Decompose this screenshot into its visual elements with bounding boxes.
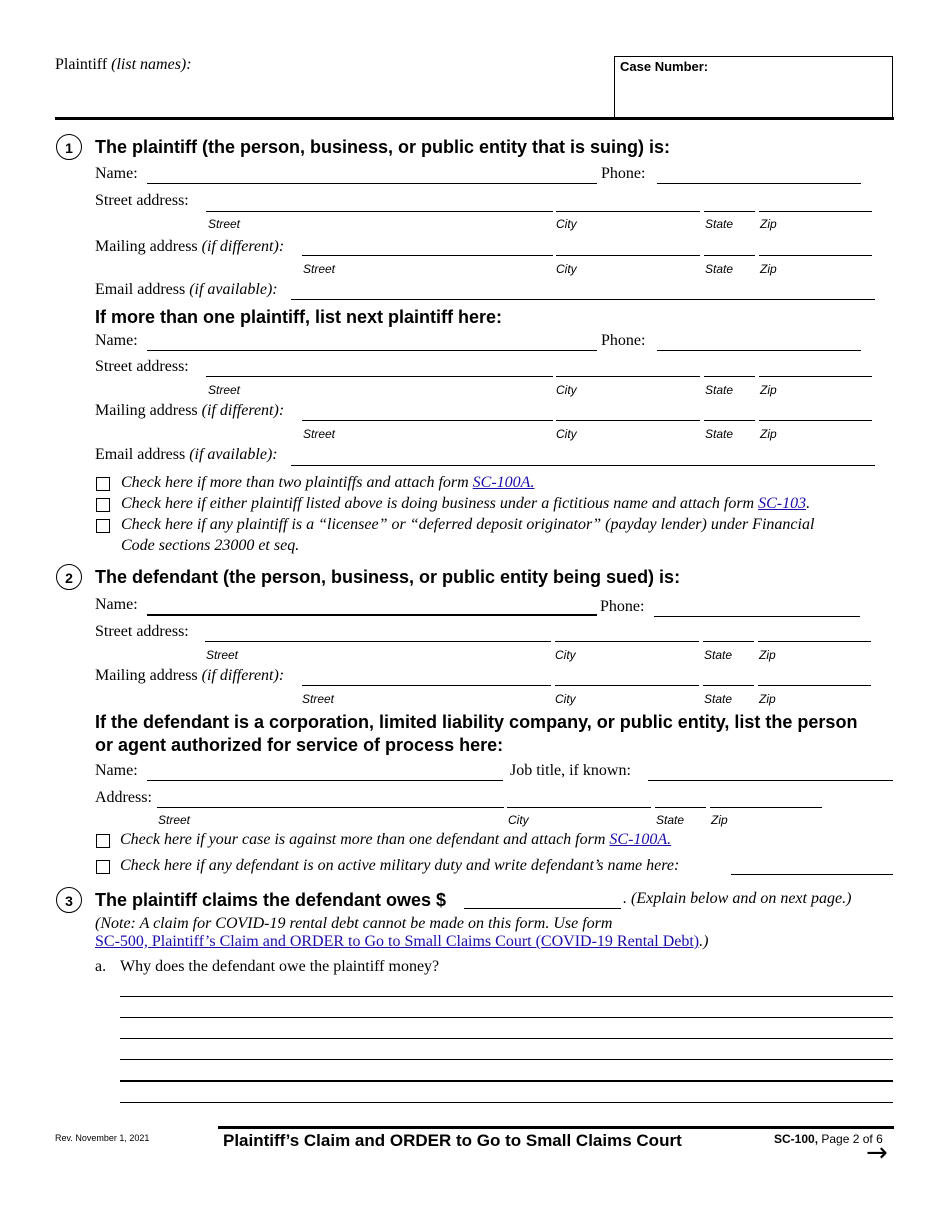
check-more-defendants-text xyxy=(120,831,671,849)
link-sc-100a-defendant[interactable]: SC-100A. xyxy=(609,831,672,848)
p1-name-field[interactable] xyxy=(147,183,597,184)
p1-mailing-hint: (if different): xyxy=(201,238,285,255)
section-2-title: The defendant (the person, business, or public entity being sued) is: xyxy=(95,567,681,587)
agent-state-field[interactable] xyxy=(655,807,706,808)
check-more-plaintiffs-label: Check here if more than two plaintiffs and attach form xyxy=(121,474,473,491)
footer-rule xyxy=(218,1126,894,1129)
agent-title-line2: or agent authorized for service of process here: xyxy=(95,735,504,755)
d-mailing-label xyxy=(95,667,284,685)
check-fictitious-name-label: Check here if either plaintiff listed above is doing business under a fictitious name and attach form xyxy=(121,495,759,512)
p1-email-field[interactable] xyxy=(291,299,875,300)
p2-mailing-label xyxy=(95,402,284,420)
p1-street-address-label: Street address: xyxy=(95,192,189,209)
checkbox-more-defendants[interactable] xyxy=(96,834,110,848)
section-3-title: The plaintiff claims the defendant owes $ xyxy=(95,890,447,910)
plaintiff-header-label xyxy=(55,56,192,74)
agent-city-caption: City xyxy=(508,813,529,827)
check-fictitious-name-text xyxy=(121,495,810,513)
explanation-line-5[interactable] xyxy=(120,1080,893,1082)
next-plaintiff-title: If more than one plaintiff, list next plaintiff here: xyxy=(95,307,503,327)
agent-name-label: Name: xyxy=(95,762,138,779)
p1-street-caption: Street xyxy=(208,217,241,231)
p1-phone-label: Phone: xyxy=(601,165,646,182)
checkbox-licensee[interactable] xyxy=(96,519,110,533)
case-number-label: Case Number: xyxy=(620,59,709,74)
p1-zip-caption: Zip xyxy=(760,217,777,231)
agent-street-caption: Street xyxy=(158,813,191,827)
d-state-field[interactable] xyxy=(703,641,754,642)
p2-state-caption: State xyxy=(705,383,734,397)
p2-email-text: Email address xyxy=(95,446,186,463)
p2-street-field[interactable] xyxy=(206,376,553,377)
d-zip-caption: Zip xyxy=(759,648,776,662)
agent-job-title-field[interactable] xyxy=(648,780,893,781)
checkbox-military-duty[interactable] xyxy=(96,860,110,874)
link-sc-103[interactable]: SC-103 xyxy=(758,495,807,512)
p2-phone-label: Phone: xyxy=(601,332,646,349)
p2-email-field[interactable] xyxy=(291,465,875,466)
explanation-line-2[interactable] xyxy=(120,1017,893,1018)
p1-email-label xyxy=(95,281,278,299)
p1-email-hint: (if available): xyxy=(189,281,278,298)
agent-zip-caption: Zip xyxy=(711,813,728,827)
p1-zip-field[interactable] xyxy=(759,211,872,212)
military-defendant-name-field[interactable] xyxy=(731,874,893,875)
p1-mail-city-caption: City xyxy=(556,262,577,276)
p1-city-field[interactable] xyxy=(556,211,700,212)
p1-city-caption: City xyxy=(556,217,577,231)
p1-mail-zip-field[interactable] xyxy=(759,255,872,256)
p2-zip-caption: Zip xyxy=(760,383,777,397)
p1-mail-city-field[interactable] xyxy=(556,255,700,256)
item-a-letter: a. xyxy=(95,958,107,975)
agent-zip-field[interactable] xyxy=(710,807,822,808)
check-licensee-text: Check here if any plaintiff is a “licensee” or “deferred deposit originator” (payday lender) under Financial xyxy=(121,516,815,533)
p1-state-caption: State xyxy=(705,217,734,231)
p2-mailing-hint: (if different): xyxy=(201,402,285,419)
p2-street-caption: Street xyxy=(208,383,241,397)
plaintiff-label-text: Plaintiff xyxy=(55,56,108,73)
d-phone-label: Phone: xyxy=(600,598,645,615)
p2-mail-state-field[interactable] xyxy=(704,420,755,421)
d-mailing-hint: (if different): xyxy=(201,667,285,684)
p2-email-hint: (if available): xyxy=(189,446,278,463)
header-rule xyxy=(55,117,894,120)
check-more-plaintiffs-text xyxy=(121,474,534,492)
p2-mail-street-field[interactable] xyxy=(302,420,553,421)
d-street-address-label: Street address: xyxy=(95,623,189,640)
p2-zip-field[interactable] xyxy=(759,376,872,377)
d-mail-state-caption: State xyxy=(704,692,733,706)
link-sc-100a[interactable]: SC-100A. xyxy=(472,474,535,491)
claim-explain-text: . (Explain below and on next page.) xyxy=(623,890,852,907)
p2-name-field[interactable] xyxy=(147,350,597,351)
explanation-line-1[interactable] xyxy=(120,996,893,997)
p2-email-label xyxy=(95,446,278,464)
d-name-field[interactable] xyxy=(147,614,597,616)
d-zip-field[interactable] xyxy=(758,641,871,642)
section-3-number: 3 xyxy=(56,887,82,913)
section-2-number: 2 xyxy=(56,564,82,590)
d-mail-city-field[interactable] xyxy=(555,685,699,686)
plaintiff-label-hint: (list names): xyxy=(111,56,192,73)
d-mail-state-field[interactable] xyxy=(703,685,754,686)
revision-date: Rev. November 1, 2021 xyxy=(55,1133,150,1143)
p2-state-field[interactable] xyxy=(704,376,755,377)
covid-note-end: .) xyxy=(699,933,709,950)
p1-name-label: Name: xyxy=(95,165,138,182)
d-street-caption: Street xyxy=(206,648,239,662)
agent-state-caption: State xyxy=(656,813,685,827)
covid-note-line2 xyxy=(95,933,708,951)
check-military-duty-text: Check here if any defendant is on active military duty and write defendant’s name here: xyxy=(120,857,680,874)
p2-city-field[interactable] xyxy=(556,376,700,377)
explanation-line-4[interactable] xyxy=(120,1059,893,1060)
d-phone-field[interactable] xyxy=(654,616,860,617)
footer-form-id: SC-100, xyxy=(774,1132,819,1146)
d-city-caption: City xyxy=(555,648,576,662)
check-fictitious-name-period: . xyxy=(806,495,811,512)
p1-mail-state-caption: State xyxy=(705,262,734,276)
d-street-field[interactable] xyxy=(205,641,551,642)
p1-state-field[interactable] xyxy=(704,211,755,212)
checkbox-fictitious-name[interactable] xyxy=(96,498,110,512)
agent-city-field[interactable] xyxy=(507,807,651,808)
p1-email-text: Email address xyxy=(95,281,186,298)
agent-street-field[interactable] xyxy=(157,807,504,808)
agent-name-field[interactable] xyxy=(147,780,503,781)
d-mail-street-field[interactable] xyxy=(302,685,551,686)
d-mail-city-caption: City xyxy=(555,692,576,706)
p2-mail-zip-field[interactable] xyxy=(759,420,872,421)
p2-name-label: Name: xyxy=(95,332,138,349)
d-mailing-text: Mailing address xyxy=(95,667,198,684)
explanation-line-6[interactable] xyxy=(120,1102,893,1103)
link-sc-500[interactable]: SC-500, Plaintiff’s Claim and ORDER to Go to Small Claims Court (COVID-19 Rental Debt) xyxy=(95,933,700,950)
check-more-defendants-label: Check here if your case is against more than one defendant and attach form xyxy=(120,831,610,848)
p1-mail-street-caption: Street xyxy=(303,262,336,276)
p2-mail-zip-caption: Zip xyxy=(760,427,777,441)
d-city-field[interactable] xyxy=(555,641,699,642)
check-licensee-text-line2: Code sections 23000 et seq. xyxy=(121,537,300,554)
explanation-line-3[interactable] xyxy=(120,1038,893,1039)
p2-mail-city-caption: City xyxy=(556,427,577,441)
p2-mail-state-caption: State xyxy=(705,427,734,441)
agent-address-label: Address: xyxy=(95,789,152,806)
p2-mail-street-caption: Street xyxy=(303,427,336,441)
p1-mailing-text: Mailing address xyxy=(95,238,198,255)
p2-mail-city-field[interactable] xyxy=(556,420,700,421)
p2-street-address-label: Street address: xyxy=(95,358,189,375)
p1-street-field[interactable] xyxy=(206,211,553,212)
item-a-question: Why does the defendant owe the plaintiff money? xyxy=(120,958,440,975)
footer-title: Plaintiff’s Claim and ORDER to Go to Small Claims Court xyxy=(223,1131,682,1150)
case-number-box[interactable] xyxy=(614,56,893,118)
checkbox-more-plaintiffs[interactable] xyxy=(96,477,110,491)
claim-amount-field[interactable] xyxy=(464,908,621,909)
d-state-caption: State xyxy=(704,648,733,662)
p1-mail-zip-caption: Zip xyxy=(760,262,777,276)
d-name-label: Name: xyxy=(95,596,138,613)
d-mail-zip-caption: Zip xyxy=(759,692,776,706)
footer-page-number: Page 2 of 6 xyxy=(821,1132,883,1146)
p1-mail-street-field[interactable] xyxy=(302,255,553,256)
d-mail-street-caption: Street xyxy=(302,692,335,706)
p1-mail-state-field[interactable] xyxy=(704,255,755,256)
p2-mailing-text: Mailing address xyxy=(95,402,198,419)
covid-note-line1: (Note: A claim for COVID-19 rental debt cannot be made on this form. Use form xyxy=(95,915,613,932)
section-1-number: 1 xyxy=(56,134,82,160)
p2-phone-field[interactable] xyxy=(657,350,861,351)
agent-job-title-label: Job title, if known: xyxy=(510,762,631,779)
p2-city-caption: City xyxy=(556,383,577,397)
p1-mailing-label xyxy=(95,238,284,256)
section-1-title: The plaintiff (the person, business, or public entity that is suing) is: xyxy=(95,137,671,157)
agent-title-line1: If the defendant is a corporation, limited liability company, or public entity, list the person xyxy=(95,712,858,732)
d-mail-zip-field[interactable] xyxy=(758,685,871,686)
next-page-arrow-icon[interactable]: → xyxy=(866,1138,888,1168)
p1-phone-field[interactable] xyxy=(657,183,861,184)
